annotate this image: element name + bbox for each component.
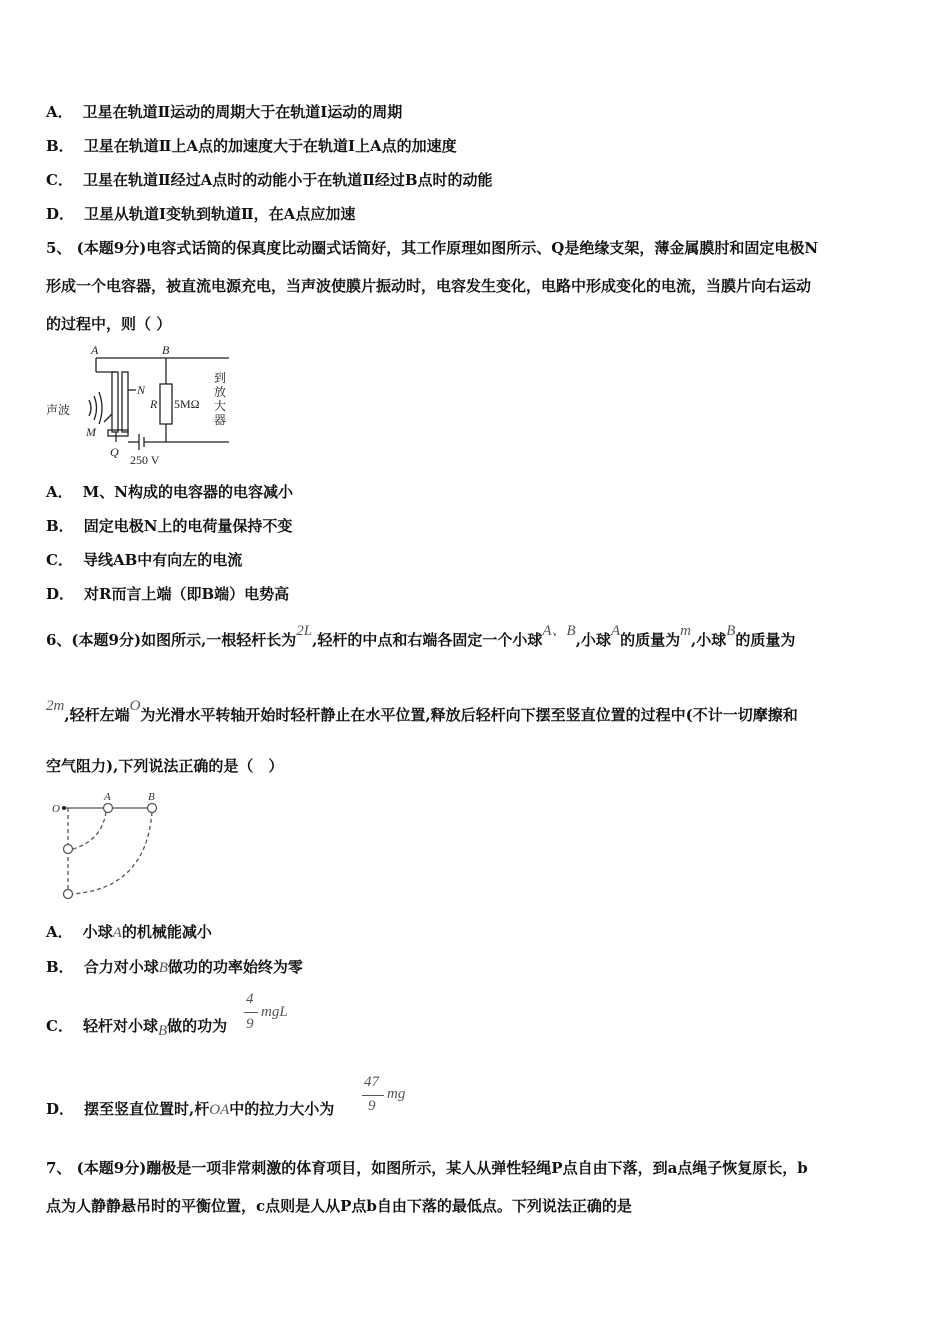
q6-optc-frac-tail: mgL: [261, 1004, 288, 1020]
label-amp-3: 大: [214, 399, 227, 413]
q4-option-a: A． 卫星在轨道Ⅱ运动的周期大于在轨道Ⅰ运动的周期: [46, 103, 403, 121]
q6-optc-frac-num: 4: [246, 991, 254, 1007]
q5-option-b: B． 固定电极N上的电荷量保持不变: [46, 517, 293, 535]
q5-option-a: A． M、N构成的电容器的电容减小: [46, 483, 293, 501]
label-R: R: [150, 397, 158, 411]
q5-option-d: D． 对R而言上端（即B端）电势高: [46, 585, 290, 603]
q5-option-c: C． 导线AB中有向左的电流: [46, 551, 243, 569]
q6-rod-figure: [50, 788, 170, 908]
q7-stem-line1: 7、 (本题9分)蹦极是一项非常刺激的体育项目，如图所示，某人从弹性轻绳P点自由下落，到a点绳子恢复原长，b: [46, 1159, 808, 1177]
label-250v: 250 V: [130, 453, 160, 467]
label-sound-wave: 声波: [46, 403, 71, 417]
label-N: N: [137, 383, 146, 397]
q6-stem-line2: 2m,轻杆左端O为光滑水平转轴开始时轻杆静止在水平位置,释放后轻杆向下摆至竖直位置的过程中(不计一切摩擦和: [46, 698, 798, 724]
label-M: M: [86, 425, 96, 439]
q4-option-d: D． 卫星从轨道Ⅰ变轨到轨道Ⅱ，在A点应加速: [46, 205, 356, 223]
q5-stem-line2: 形成一个电容器，被直流电源充电，当声波使膜片振动时，电容发生变化，电路中形成变化的电流，当膜片向右运动: [46, 277, 812, 295]
q6-optd-frac-den: 9: [368, 1098, 376, 1114]
q6-optd-frac-num: 47: [364, 1074, 379, 1090]
label-Q: Q: [110, 445, 119, 459]
label-B: B: [148, 791, 155, 803]
q4-option-b: B． 卫星在轨道Ⅱ上A点的加速度大于在轨道Ⅰ上A点的加速度: [46, 137, 457, 155]
q6-stem-line3: 空气阻力),下列说法正确的是（ ）: [46, 757, 284, 775]
label-amp-2: 放: [214, 385, 227, 399]
q6-optd-frac-tail: mg: [387, 1086, 406, 1102]
q5-circuit-figure: [44, 342, 234, 468]
q6-option-b: B． 合力对小球B做功的功率始终为零: [46, 958, 303, 976]
label-O: O: [52, 803, 60, 815]
q6-option-c: C． 轻杆对小球B做的功为: [46, 1017, 228, 1039]
q6-optc-frac-bar: [244, 1012, 258, 1013]
q7-stem-line2: 点为人静静悬吊时的平衡位置，c点则是人从P点b自由下落的最低点。下列说法正确的是: [46, 1197, 632, 1215]
label-B: B: [162, 343, 170, 357]
label-amp-1: 到: [214, 371, 227, 385]
q6-option-a: A． 小球A的机械能减小: [46, 923, 212, 941]
q6-optd-frac-bar: [362, 1095, 384, 1096]
q5-stem-line3: 的过程中，则（ ）: [46, 315, 172, 333]
q6-option-d: D． 摆至竖直位置时,杆OA中的拉力大小为: [46, 1100, 335, 1118]
label-A: A: [91, 343, 99, 357]
q4-option-c: C． 卫星在轨道Ⅱ经过A点时的动能小于在轨道Ⅱ经过B点时的动能: [46, 171, 493, 189]
label-amp-4: 器: [214, 413, 227, 427]
q6-stem-line1: 6、(本题9分)如图所示,一根轻杆长为2L,轻杆的中点和右端各固定一个小球A、B,小球A的质量为m,小球B的质量为: [46, 623, 796, 649]
label-5mohm: 5MΩ: [174, 397, 200, 411]
label-A: A: [104, 791, 111, 803]
q6-optc-frac-den: 9: [246, 1016, 254, 1032]
q5-stem-line1: 5、 (本题9分)电容式话筒的保真度比动圈式话筒好，其工作原理如图所示、Q是绝缘支架，薄金属膜肘和固定电极N: [46, 239, 819, 257]
